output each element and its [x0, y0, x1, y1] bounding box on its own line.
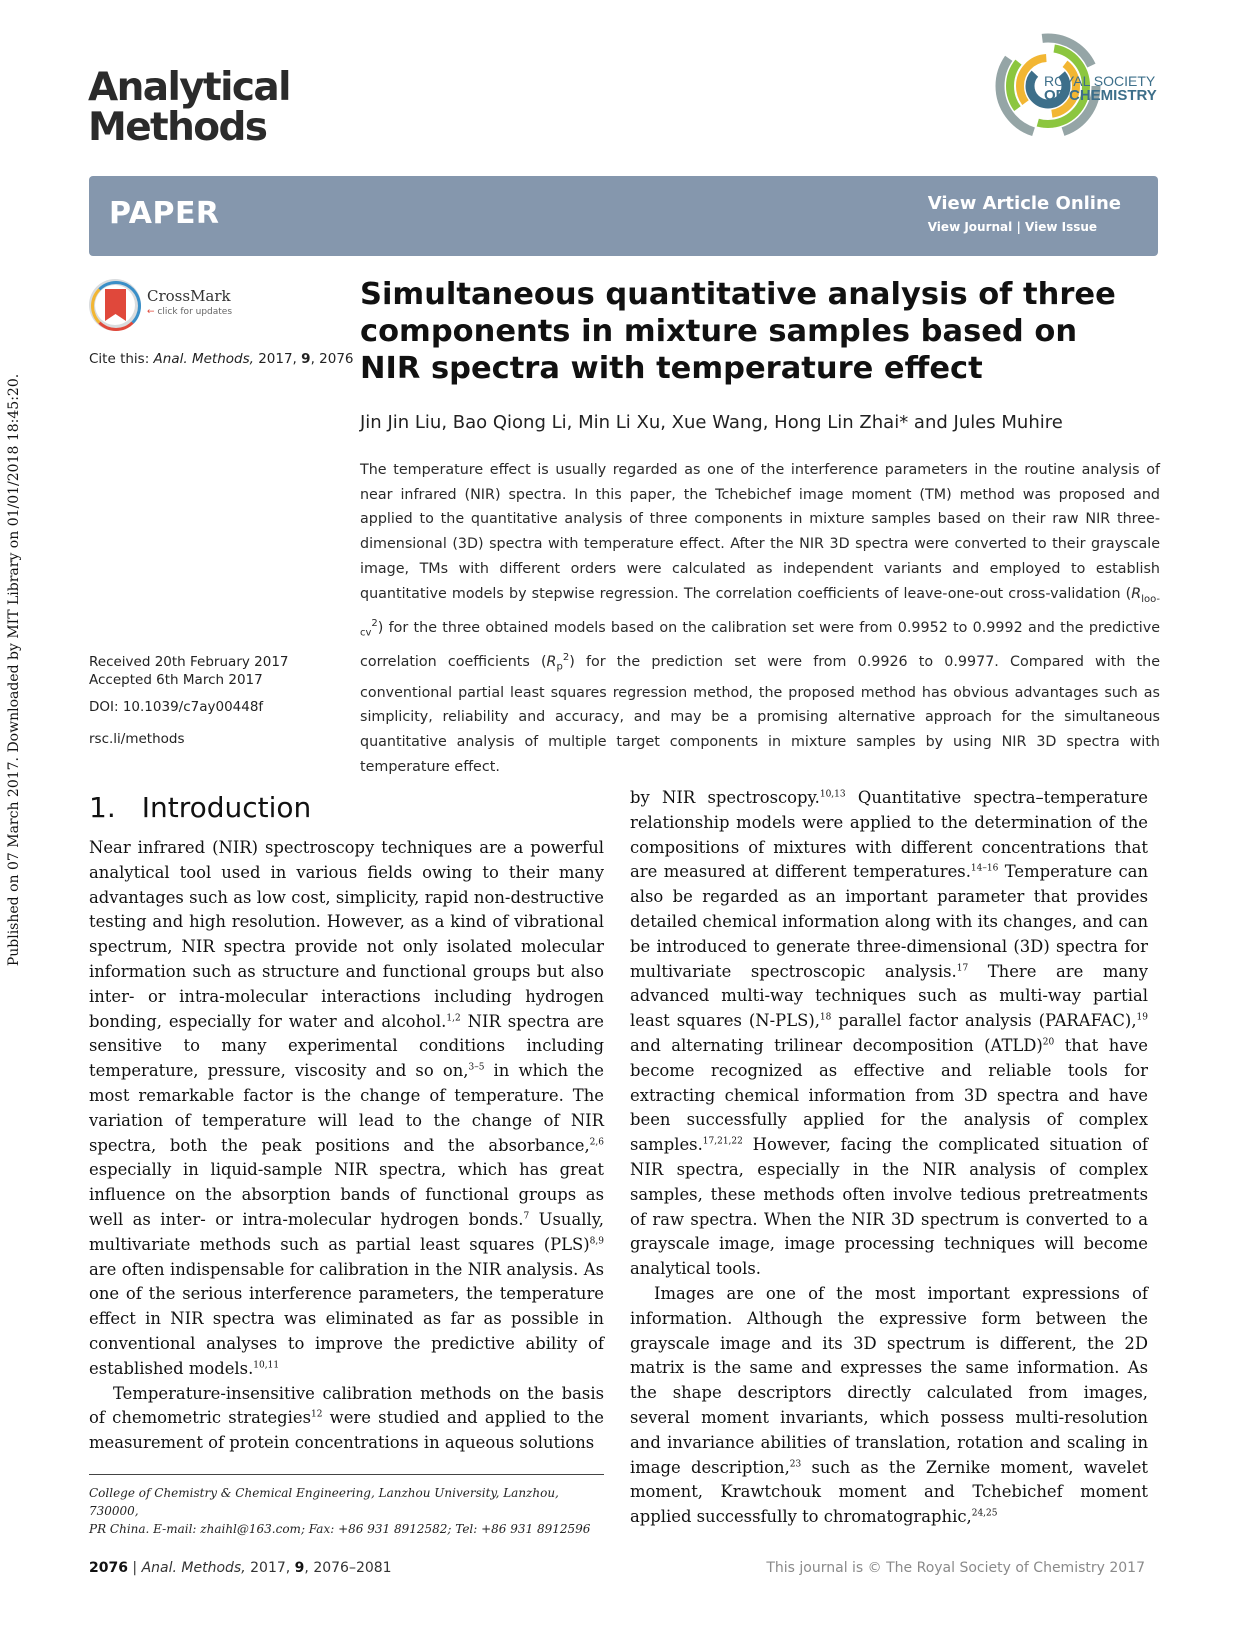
page-number: 2076 — [89, 1560, 128, 1576]
journal-name — [88, 65, 290, 150]
cite-page: 2076 — [319, 351, 354, 367]
article-type: PAPER — [109, 196, 220, 231]
crossmark-title: CrossMark — [147, 287, 231, 305]
link-separator: | — [1016, 220, 1021, 234]
rsc-logo — [990, 30, 1160, 142]
body-right-column — [630, 786, 1148, 1530]
rsc-logo-text — [1044, 74, 1157, 103]
paragraph: Images are one of the most important expressions of information. Although the expressive form between the grayscale image and its 3D spectrum is different, the 2D matrix is the same and expresses the same information. As the shape descriptors directly calculated from images, several moment invariants, which possess multi-resolution and invariance abilities of translation, rotation and scaling in image description,$^{23}$ such as the Zernike moment, wavelet moment, Krawtchouk moment and Tchebichef moment applied successfully to chromatographic,$^{24,25}$ — [630, 1283, 1148, 1527]
article-title: Simultaneous quantitative analysis of three components in mixture samples based on NIR spectra with temperature effect — [360, 277, 1116, 386]
section-heading — [89, 791, 311, 824]
article-type-banner — [89, 176, 1158, 256]
section-title: Introduction — [141, 791, 312, 824]
download-stamp-text: Published on 07 March 2017. Downloaded by MIT Library on 01/01/2018 18:45:20. — [6, 373, 22, 967]
crossmark-badge[interactable] — [89, 279, 239, 331]
banner-links — [928, 193, 1121, 234]
view-issue-link[interactable]: View Issue — [1025, 220, 1098, 234]
paragraph: Near infrared (NIR) spectroscopy techniques are a powerful analytical tool used in various fields owing to their many advantages such as low cost, simplicity, rapid non-destructive testing and high resolution. However, as a kind of vibrational spectrum, NIR spectra provide not only isolated molecular information such as structure and functional groups but also inter- or intra-molecular interactions including hydrogen bonding, especially for water and alcohol.$^{1,2}$ NIR spectra are sensitive to many experimental conditions including temperature, pressure, viscosity and so on,$^{3-5}$ in which the most remarkable factor is the change of temperature. The variation of temperature will lead to the change of NIR spectra, both the peak positions and the absorbance,$^{2,6}$ especially in liquid-sample NIR spectra, which has great influence on the absorption bands of functional groups as well as inter- or intra-molecular hydrogen bonds.$^7$ Usually, multivariate methods such as partial least squares (PLS)$^{8,9}$ are often indispensable for calibration in the NIR analysis. As one of the serious interference parameters, the temperature effect in NIR spectra was eliminated as far as possible in conventional analyses to improve the predictive ability of established models.$^{10,11}$ — [89, 838, 605, 1378]
crossmark-subtitle: ← click for updates — [147, 307, 233, 317]
section-number: 1. — [89, 791, 116, 824]
crossmark-icon — [89, 279, 141, 331]
cite-volume: 9 — [301, 351, 311, 367]
paragraph: Temperature-insensitive calibration methods on the basis of chemometric strategies$^{12}$ were studied and applied to the measurement of protein concentrations in aqueous solutions — [89, 1383, 604, 1453]
journal-name-line1: Analytical — [88, 65, 290, 110]
view-article-online-link[interactable]: View Article Online — [927, 193, 1121, 214]
affiliation-footnote — [89, 1484, 609, 1538]
arrow-left-icon: ← — [147, 307, 155, 317]
journal-name-line2: Methods — [88, 105, 267, 150]
cite-label: Cite this: — [89, 351, 150, 367]
view-journal-link[interactable]: View Journal — [927, 220, 1013, 234]
rsc-logo-line1: ROYAL SOCIETY — [1044, 73, 1156, 89]
page-footer-left: 2076 | Anal. Methods, 2017, 9, 2076–2081 — [89, 1560, 392, 1576]
body-left-column — [89, 836, 604, 1456]
footnote-line1: College of Chemistry & Chemical Engineering, Lanzhou University, Lanzhou, 730000, — [89, 1486, 559, 1518]
rsc-logo-line2: OF CHEMISTRY — [1044, 87, 1157, 104]
view-links — [928, 220, 1121, 234]
received-date: Received 20th February 2017 — [89, 654, 289, 670]
article-dates — [89, 653, 289, 689]
download-stamp — [2, 373, 26, 967]
copyright-notice: This journal is © The Royal Society of Chemistry 2017 — [766, 1560, 1145, 1576]
cite-year: 2017, — [258, 351, 297, 367]
footer-journal: Anal. Methods, — [141, 1560, 246, 1576]
cite-journal: Anal. Methods, — [153, 351, 254, 367]
citation: Cite this: Anal. Methods, 2017, 9, 2076 — [89, 351, 354, 367]
footnote-line2: PR China. E-mail: zhaihl@163.com; Fax: +86 931 8912582; Tel: +86 931 8912596 — [89, 1522, 591, 1536]
doi[interactable]: DOI: 10.1039/c7ay00448f — [89, 699, 264, 715]
footnote-divider — [89, 1474, 604, 1475]
author-list: Jin Jin Liu, Bao Qiong Li, Min Li Xu, Xue Wang, Hong Lin Zhai* and Jules Muhire — [360, 412, 1063, 433]
abstract: The temperature effect is usually regarded as one of the interference parameters in the routine analysis of near infrared (NIR) spectra. In this paper, the Tchebichef image moment (TM) method was proposed and applied to the quantitative analysis of three components in mixture samples based on their raw NIR three-dimensional (3D) spectra with temperature effect. After the NIR 3D spectra were converted to their grayscale image, TMs with different orders were calculated as independent variants and employed to establish quantitative models by stepwise regression. The correlation coefficients of leave-one-out cross-validation $(R_{loo-cv}^2)$ for the three obtained models based on the calibration set were from 0.9952 to 0.9992 and the predictive correlation coefficients $(R_p^2)$ for the prediction set were from 0.9926 to 0.9977. Compared with the conventional partial least squares regression method, the proposed method has obvious advantages such as simplicity, reliability and accuracy, and may be a promising alternative approach for the simultaneous quantitative analysis of multiple target components in mixture samples by using NIR 3D spectra with temperature effect. — [360, 462, 1160, 775]
paragraph: by NIR spectroscopy.$^{10,13}$ Quantitative spectra–temperature relationship models were applied to the determination of the compositions of mixtures with different concentrations that are measured at different temperatures.$^{14-16}$ Temperature can also be regarded as an important parameter that provides detailed chemical information along with its changes, and can be introduced to generate three-dimensional (3D) spectra for multivariate spectroscopic analysis.$^{17}$ There are many advanced multi-way techniques such as multi-way partial least squares (N-PLS),$^{18}$ parallel factor analysis (PARAFAC),$^{19}$ and alternating trilinear decomposition (ATLD)$^{20}$ that have become recognized as effective and reliable tools for extracting chemical information from 3D spectra and have been successfully applied for the analysis of complex samples.$^{17,21,22}$ However, facing the complicated situation of NIR spectra, especially in the NIR analysis of complex samples, these methods often involve tedious pretreatments of raw spectra. When the NIR 3D spectrum is converted to a grayscale image, image processing techniques will become analytical tools. — [630, 788, 1148, 1279]
accepted-date: Accepted 6th March 2017 — [89, 672, 263, 688]
journal-short-link[interactable]: rsc.li/methods — [89, 731, 185, 747]
